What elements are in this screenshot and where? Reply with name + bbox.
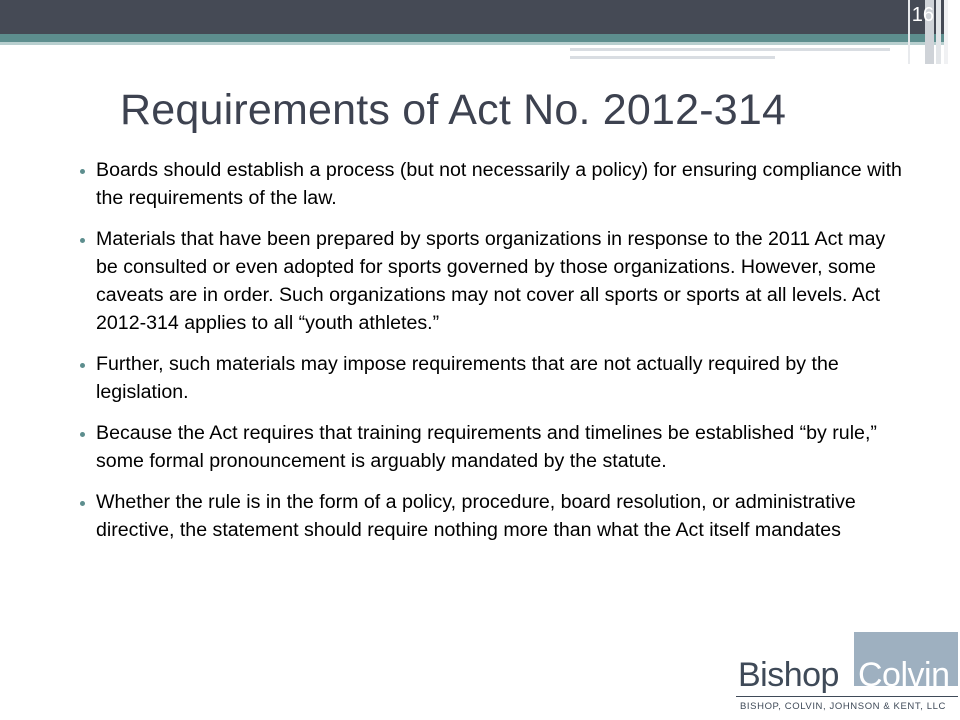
bullet-text: Boards should establish a process (but not necessarily a policy) for ensuring compliance with the requirements of the law.: [96, 159, 902, 209]
header-accent-line: [0, 42, 948, 45]
bullet-text: Materials that have been prepared by sports organizations in response to the 2011 Act may be consulted or even adopted for sports governed by those organizations. However, some caveats are in order. Such organizations may not cover all sports or sports at all levels. Act 2012-314 applies to all “youth athletes.”: [96, 228, 886, 334]
header-decor-line: [570, 56, 775, 59]
bullet-dot-icon: [80, 363, 85, 368]
bullet-list: [80, 156, 910, 557]
bullet-dot-icon: [80, 501, 85, 506]
header-bar: [0, 0, 948, 34]
header-decor-line: [570, 48, 890, 51]
logo-word-colvin: Colvin: [858, 656, 950, 694]
logo-divider: [736, 696, 958, 697]
logo-word-bishop: Bishop: [738, 656, 839, 694]
bullet-item: [80, 225, 910, 337]
bullet-item: [80, 156, 910, 212]
slide-title: Requirements of Act No. 2012-314: [120, 86, 787, 134]
slide-number: 16: [911, 4, 934, 26]
logo-subtitle: BISHOP, COLVIN, JOHNSON & KENT, LLC: [740, 701, 946, 712]
header-decor-stripe: [936, 0, 941, 64]
bullet-item: [80, 350, 910, 406]
bullet-dot-icon: [80, 432, 85, 437]
bullet-text: Because the Act requires that training requirements and timelines be established “by rule,” some formal pronouncement is arguably mandated by the statute.: [96, 422, 877, 472]
bullet-item: [80, 419, 910, 475]
bullet-text: Further, such materials may impose requirements that are not actually required by the legislation.: [96, 353, 839, 403]
bullet-text: Whether the rule is in the form of a policy, procedure, board resolution, or administrative directive, the statement should require nothing more than what the Act itself mandates: [96, 491, 856, 541]
header-decor-stripe: [908, 0, 910, 64]
bullet-dot-icon: [80, 169, 85, 174]
header-accent-bar: [0, 34, 948, 42]
bullet-item: [80, 488, 910, 544]
firm-logo: [736, 632, 958, 718]
header-decor-stripe: [944, 0, 948, 64]
bullet-dot-icon: [80, 238, 85, 243]
